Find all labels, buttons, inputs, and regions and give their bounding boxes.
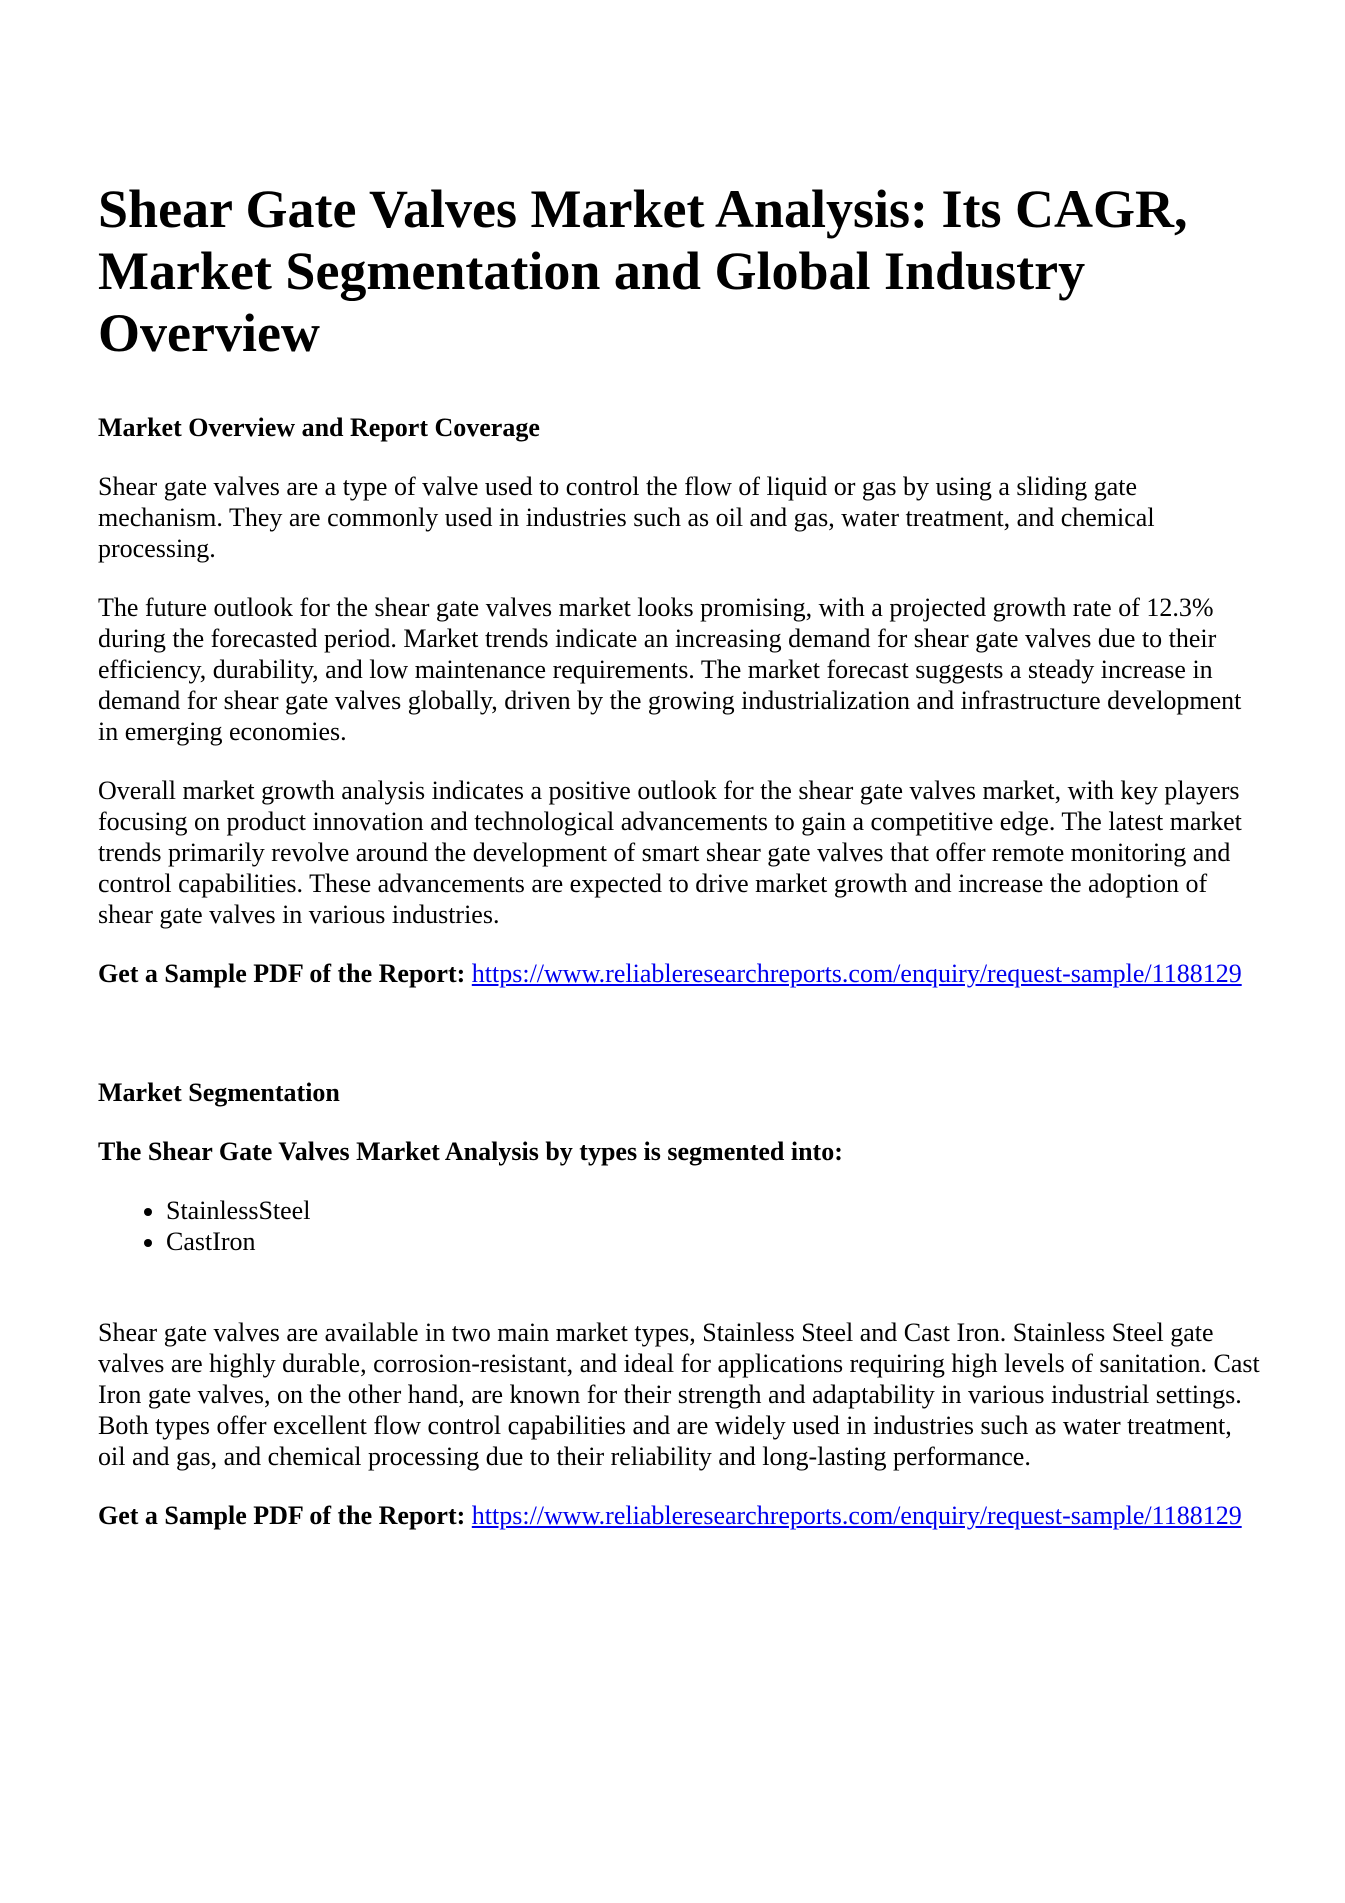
sample-pdf-paragraph-1 — [98, 958, 1260, 989]
spacer — [98, 1017, 1260, 1077]
sample-pdf-link[interactable]: https://www.reliableresearchreports.com/enquiry/request-sample/1188129 — [471, 959, 1242, 988]
overview-paragraph-3: Overall market growth analysis indicates a positive outlook for the shear gate valves market, with key players focusing on product innovation and technological advancements to gain a competitive edge. The latest market trends primarily revolve around the development of smart shear gate valves that offer remote monitoring and control capabilities. These advancements are expected to drive market growth and increase the adoption of shear gate valves in various industries. — [98, 776, 1242, 929]
overview-paragraph-1: Shear gate valves are a type of valve used to control the flow of liquid or gas by using a sliding gate mechanism. They are commonly used in industries such as oil and gas, water treatment, and chemical processing. — [98, 472, 1155, 563]
types-list — [98, 1195, 1260, 1257]
segmentation-paragraph: Shear gate valves are available in two main market types, Stainless Steel and Cast Iron. Stainless Steel gate valves are highly durable, corrosion-resistant, and ideal for applications requiring high levels of sanitation. Cast Iron gate valves, on the other hand, are known for their strength and adaptability in various industrial settings. Both types offer excellent flow control capabilities and are widely used in industries such as water treatment, oil and gas, and chemical processing due to their reliability and long-lasting performance. — [98, 1318, 1260, 1471]
sample-pdf-label: Get a Sample PDF of the Report: — [98, 959, 466, 988]
spacer — [98, 1257, 1260, 1317]
page-title: Shear Gate Valves Market Analysis: Its CAGR, Market Segmentation and Global Industry Overview — [98, 179, 1188, 363]
sample-pdf-label: Get a Sample PDF of the Report: — [98, 1501, 466, 1530]
sample-pdf-paragraph-2 — [98, 1500, 1260, 1531]
document-page — [98, 178, 1260, 1559]
overview-heading: Market Overview and Report Coverage — [98, 413, 540, 442]
segmentation-subheading: The Shear Gate Valves Market Analysis by types is segmented into: — [98, 1137, 843, 1166]
segmentation-heading: Market Segmentation — [98, 1078, 340, 1107]
list-item: • CastIron — [166, 1226, 1260, 1257]
sample-pdf-link[interactable]: https://www.reliableresearchreports.com/enquiry/request-sample/1188129 — [471, 1501, 1242, 1530]
list-item: • StainlessSteel — [166, 1195, 1260, 1226]
overview-paragraph-2: The future outlook for the shear gate valves market looks promising, with a projected growth rate of 12.3% during the forecasted period. Market trends indicate an increasing demand for shear gate valves due to their efficiency, durability, and low maintenance requirements. The market forecast suggests a steady increase in demand for shear gate valves globally, driven by the growing industrialization and infrastructure development in emerging economies. — [98, 593, 1242, 746]
